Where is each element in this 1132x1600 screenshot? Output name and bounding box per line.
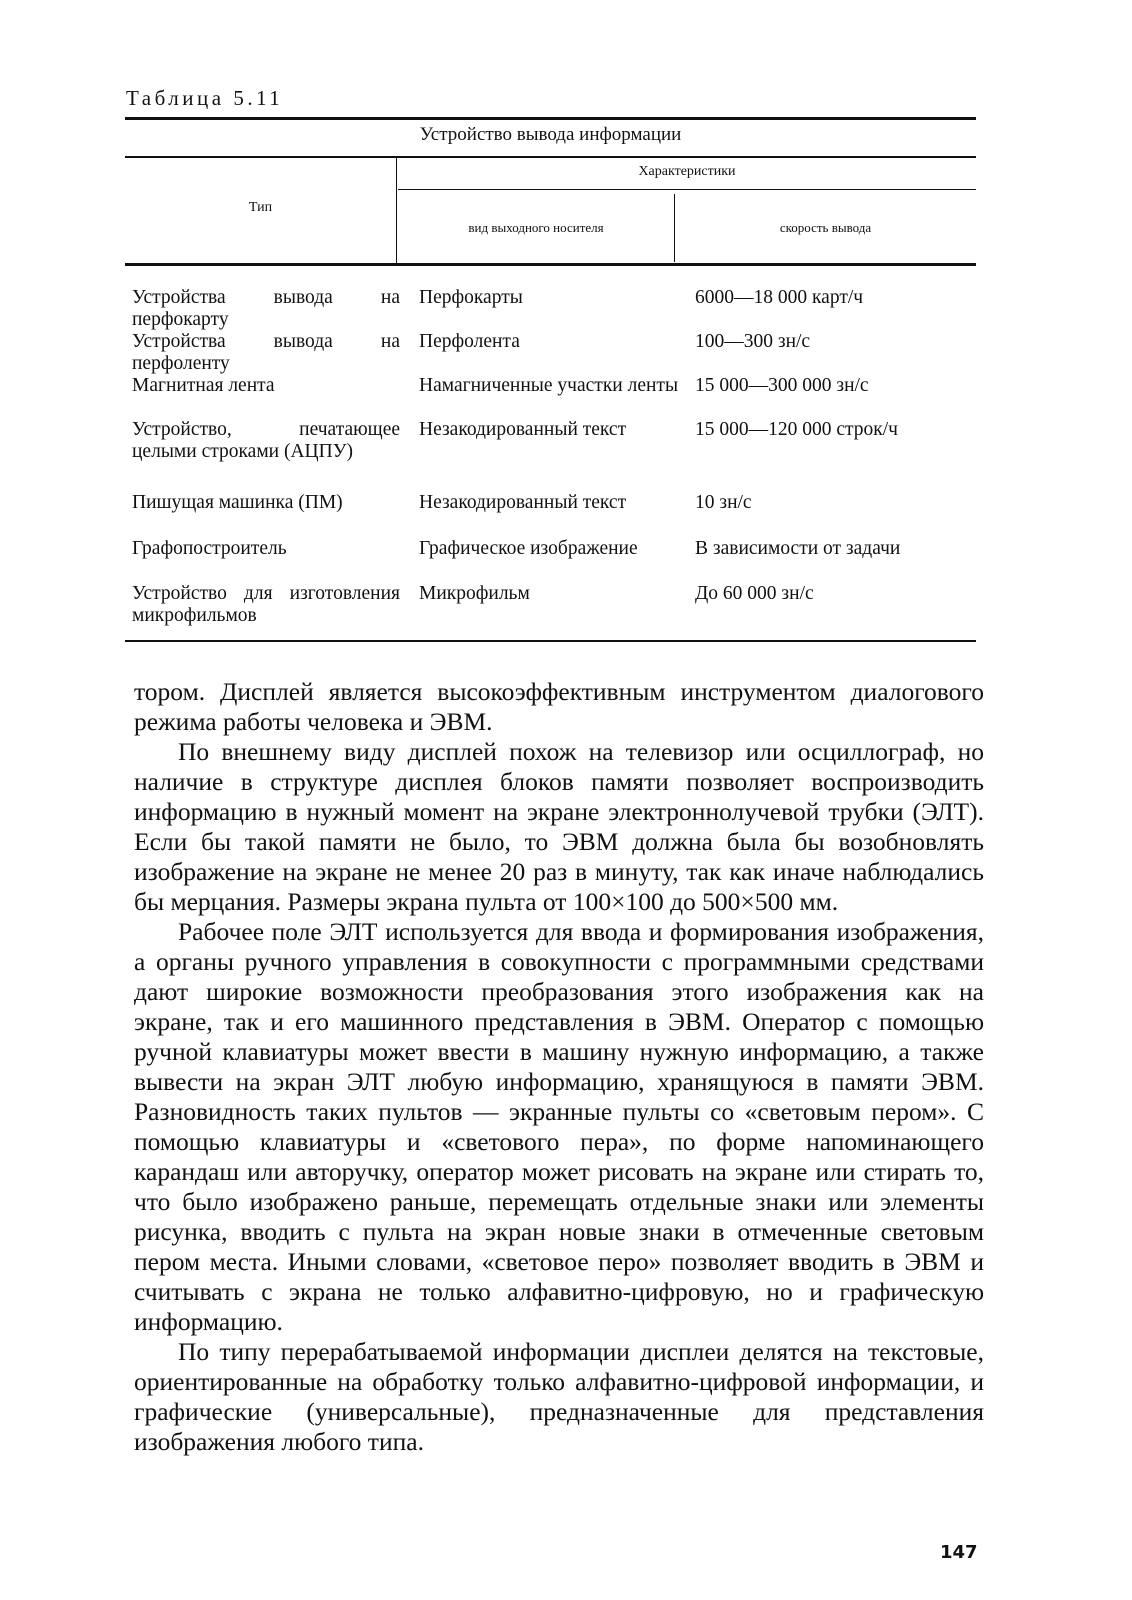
cell-speed: 100—300 зн/с [695,331,811,352]
cell-medium: Незакодированный текст [419,492,627,513]
cell-medium: Незакодированный текст [419,419,627,440]
column-header-speed: скорость вывода [779,220,872,235]
cell-medium: Микрофильм [419,583,530,604]
cell-type: Устройство для изготовления микрофильмов [132,583,400,626]
cell-speed: До 60 000 зн/с [695,583,814,604]
paragraph: Рабочее поле ЭЛТ используется для ввода и формирования изображения, а органы ручного управления в совокупности с программными средствами дают широкие возможности преобразования этого изображения как на экране, так и его машинного представления в ЭВМ. Оператор с помощью ручной клавиатуры может ввести в машину нужную информацию, а также вывести на экран ЭЛТ любую информацию, хранящуюся в памяти ЭВМ. Разновидность таких пультов — экранные пульты со «световым пером». С помощью клавиатуры и «светового пера», по форме напоминающего карандаш или авторучку, оператор может рисовать на экране или стирать то, что было изображено раньше, перемещать отдельные знаки или элементы рисунка, вводить с пульта на экран новые знаки в отмеченные световым пером места. Иными словами, «световое перо» позволяет вводить в ЭВМ и считывать с экрана не только алфавитно-цифровую, но и графическую информацию. [134,917,984,1336]
cell-type: Устройства вывода на перфокарту [132,287,400,330]
table-caption: Таблица 5.11 [126,86,284,110]
cell-speed: 15 000—300 000 зн/с [695,375,869,396]
table-top-rule [125,117,976,120]
paragraph: По внешнему виду дисплей похож на телевизор или осциллограф, но наличие в структуре дисплея блоков памяти позволяет воспроизводить информацию в нужный момент на экране электроннолучевой трубки (ЭЛТ). Если бы такой памяти не было, то ЭВМ должна была бы возобновлять изображение на экране не менее 20 раз в минуту, так как иначе наблюдались бы мерцания. Размеры экрана пульта от 100×100 до 500×500 мм. [134,737,984,916]
table-row [132,287,976,331]
table-row [132,331,976,375]
table-row [132,419,976,492]
table-body [132,287,976,627]
page-number: 147 [940,1542,978,1563]
cell-medium: Намагниченные участки ленты [419,375,679,396]
table-bottom-rule [125,640,976,642]
cell-speed: 10 зн/с [695,492,752,513]
table-row [132,375,976,419]
cell-medium: Графическое изображение [419,538,638,559]
cell-medium: Перфокарты [419,287,523,308]
cell-type: Устройство, печатающее целыми строками (АЦПУ) [132,419,400,462]
column-header-medium: вид выходного носителя [468,220,604,235]
body-text [134,677,984,1457]
column-header-type: Тип [248,200,273,215]
column-divider-type [396,157,397,264]
column-group-header: Характеристики [638,164,736,179]
paragraph: По типу перерабатываемой информации дисплеи делятся на текстовые, ориентированные на обработку только алфавитно-цифровой информации, и графические (универсальные), предназначенные для представления изображения любого типа. [134,1337,984,1456]
cell-type: Магнитная лента [132,375,275,396]
cell-speed: 15 000—120 000 строк/ч [695,419,898,440]
cell-type: Устройства вывода на перфоленту [132,331,400,374]
cell-speed: 6000—18 000 карт/ч [695,287,864,308]
table-title: Устройство вывода информации [419,124,682,145]
cell-speed: В зависимости от задачи [695,538,901,559]
cell-type: Графопостроитель [132,538,287,559]
table-row [132,583,976,627]
column-group-rule [398,189,976,190]
cell-medium: Перфолента [419,331,520,352]
table-header-rule [125,156,976,158]
table-row [132,538,976,583]
table-header-bottom-rule [125,263,976,266]
paragraph: тором. Дисплей является высокоэффективным инструментом диалогового режима работы человека и ЭВМ. [134,677,984,736]
cell-type: Пишущая машинка (ПМ) [132,492,343,513]
table-row [132,492,976,538]
